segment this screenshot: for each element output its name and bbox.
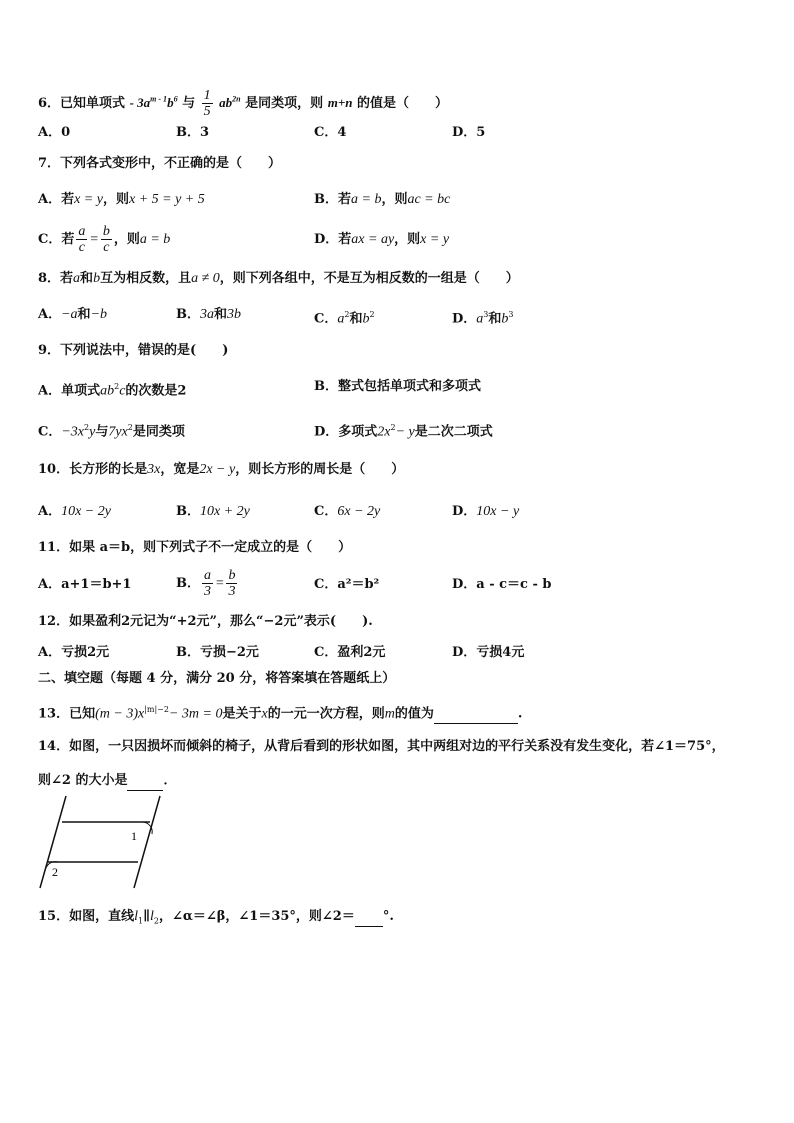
question-13-stem: 13．已知$(m - 3)x^{|m|-2}- 3m = 0$是关于x的一元一次方程，则m的值为 . <box>38 701 522 724</box>
angle-1-label: 1 <box>131 829 137 843</box>
q12-option-b[interactable]: B．亏损−2元 <box>176 645 259 660</box>
question-15-stem: 15．如图，直线$l_1\parallel l_2$，∠α＝∠β，∠1＝35°，则∠2＝ °. <box>38 909 394 926</box>
q7-option-d[interactable]: D．若ax = ay，则x = y <box>314 232 450 247</box>
q13-answer-blank[interactable] <box>434 705 518 724</box>
q6-term2: $ab^{2n}$ <box>219 94 241 110</box>
q10-option-b[interactable]: B．10x + 2y <box>176 504 250 519</box>
q10-option-a[interactable]: A．10x − 2y <box>38 504 111 519</box>
question-10-stem: 10．长方形的长是3x，宽是2x − y，则长方形的周长是（ ） <box>38 462 405 477</box>
q7-option-a[interactable]: A．若x = y，则x + 5 = y + 5 <box>38 192 205 207</box>
q14-chair-figure <box>34 790 174 894</box>
q6-option-a[interactable]: A．0 <box>38 125 71 140</box>
q9-option-a[interactable]: A．单项式$ab^2c$的次数是2 <box>38 382 187 399</box>
question-12-stem: 12．如果盈利2元记为“+2元”，那么“−2元”表示( ). <box>38 614 373 629</box>
q11-option-a[interactable]: A．a+1＝b+1 <box>38 577 132 592</box>
q14-answer-blank[interactable] <box>127 772 163 791</box>
q8-option-b[interactable]: B．3a和3b <box>176 307 242 322</box>
q10-option-c[interactable]: C．6x − 2y <box>314 504 381 519</box>
question-9-stem: 9．下列说法中，错误的是( ) <box>38 343 229 358</box>
q9-option-b[interactable]: B．整式包括单项式和多项式 <box>314 379 481 394</box>
q12-option-a[interactable]: A．亏损2元 <box>38 645 110 660</box>
q6-term1: - $3a^{m - 1}b^6$ <box>129 94 178 110</box>
q7-option-b[interactable]: B．若a = b，则ac = bc <box>314 192 451 207</box>
question-7-stem: 7．下列各式变形中，不正确的是（ ） <box>38 156 282 171</box>
question-11-stem: 11．如果 a＝b，则下列式子不一定成立的是（ ） <box>38 540 352 555</box>
q15-answer-blank[interactable] <box>355 908 383 927</box>
q10-option-d[interactable]: D．10x − y <box>452 504 520 519</box>
q6-text: 6．已知单项式 <box>38 96 126 111</box>
question-6-stem: 6．已知单项式 - $3a^{m - 1}b^6$ 与 $\frac{1}{5}$ $ab^{2n}$ 是同类项，则 m+n 的值是（ ） <box>38 88 448 119</box>
question-14-stem-2: 则∠2 的大小是 ． <box>38 772 176 791</box>
q6-fraction: $\frac{1}{5}$ <box>203 88 211 119</box>
q8-option-d[interactable]: D．$a^3$和$b^3$ <box>452 310 514 327</box>
q8-option-c[interactable]: C．$a^2$和$b^2$ <box>314 310 375 327</box>
q11-option-c[interactable]: C．a²＝b² <box>314 577 380 592</box>
question-14-stem: 14．如图，一只因损坏而倾斜的椅子，从背后看到的形状如图，其中两组对边的平行关系没有发生变化，若∠1＝75°， <box>38 739 725 754</box>
q7-option-c[interactable]: C．若 $\frac{a}{c}$ = $\frac{b}{c}$ ，则a = b <box>38 224 171 255</box>
right-leg-line <box>134 796 160 888</box>
q8-option-a[interactable]: A．−a和−b <box>38 307 108 322</box>
q9-option-d[interactable]: D．多项式$2x^2- y$是二次二项式 <box>314 423 493 440</box>
q11-option-d[interactable]: D．a - c＝c - b <box>452 577 552 592</box>
q11-option-b[interactable]: B． $\frac{a}{3}$ = $\frac{b}{3}$ <box>176 568 236 599</box>
q6-option-d[interactable]: D．5 <box>452 125 486 140</box>
angle-2-label: 2 <box>52 865 58 879</box>
q6-option-b[interactable]: B．3 <box>176 125 210 140</box>
q6-option-c[interactable]: C．4 <box>314 125 347 140</box>
q9-option-c[interactable]: C．$-3x^2y$与$7yx^2$是同类项 <box>38 423 185 440</box>
question-8-stem: 8．若a和b互为相反数，且a ≠ 0，则下列各组中，不是互为相反数的一组是（ ） <box>38 271 519 286</box>
section-2-heading: 二、填空题（每题 4 分，满分 20 分，将答案填在答题纸上） <box>38 671 396 686</box>
q12-option-d[interactable]: D．亏损4元 <box>452 645 525 660</box>
q12-option-c[interactable]: C．盈利2元 <box>314 645 386 660</box>
